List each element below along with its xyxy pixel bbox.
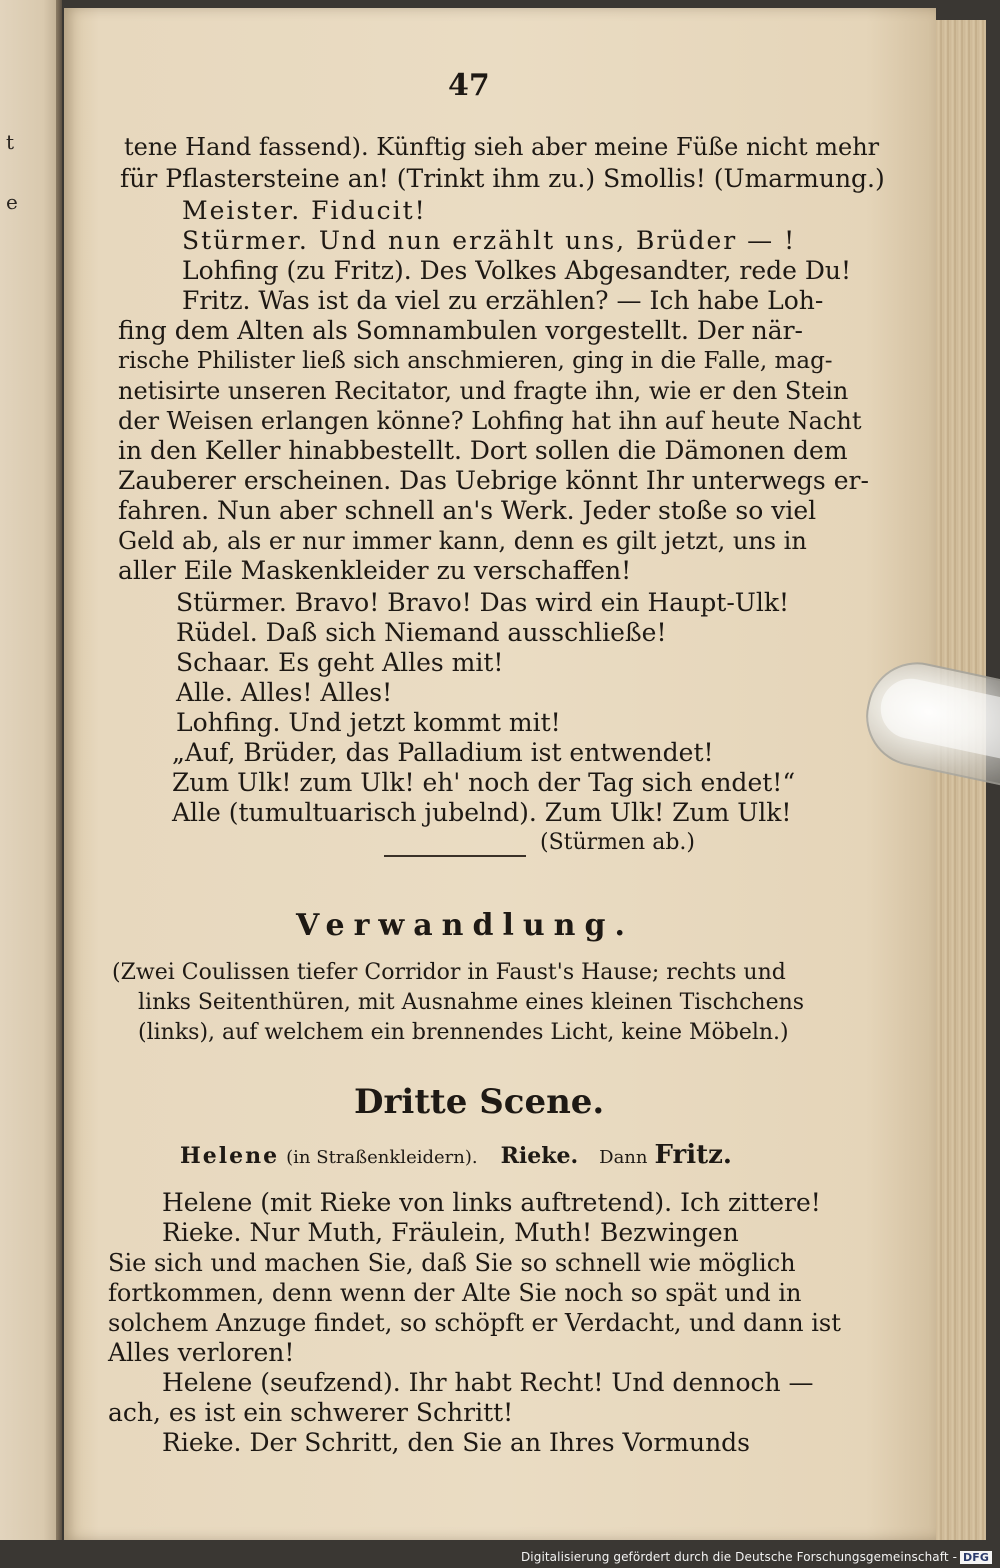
book-gutter xyxy=(56,0,62,1540)
stage-direction-line: (links), auf welchem ein brennendes Licht, keine Möbeln.) xyxy=(138,1020,789,1045)
text-line: (Stürmen ab.) xyxy=(540,830,695,855)
text-line: Helene (seufzend). Ihr habt Recht! Und dennoch — xyxy=(162,1368,814,1397)
text-line: für Pflastersteine an! (Trinkt ihm zu.) Smollis! (Umarmung.) xyxy=(120,164,885,193)
text-line: ach, es ist ein schwerer Schritt! xyxy=(108,1398,514,1427)
text-line: Sie sich und machen Sie, daß Sie so schnell wie möglich xyxy=(108,1249,796,1277)
text-line: tene Hand fassend). Künftig sieh aber meine Füße nicht mehr xyxy=(124,133,880,161)
transformation-heading: Verwandlung. xyxy=(296,908,634,943)
section-rule xyxy=(384,855,526,857)
dfg-logo: DFG xyxy=(960,1551,992,1564)
text-line: Schaar. Es geht Alles mit! xyxy=(176,648,504,677)
text-line: Geld ab, als er nur immer kann, denn es gilt jetzt, uns in xyxy=(118,527,807,555)
text-line: Stürmer. Bravo! Bravo! Das wird ein Haupt-Ulk! xyxy=(176,588,790,617)
text-line: Alles verloren! xyxy=(108,1338,295,1367)
cast-fritz: Fritz. xyxy=(654,1140,732,1170)
text-line: Lohfing. Und jetzt kommt mit! xyxy=(176,708,561,737)
text-line: in den Keller hinabbestellt. Dort sollen die Dämonen dem xyxy=(118,436,848,465)
stage-direction-line: (Zwei Coulissen tiefer Corridor in Faust's Hause; rechts und xyxy=(112,960,786,985)
left-page-glyph: t xyxy=(6,130,15,154)
text-line: Alle. Alles! Alles! xyxy=(176,678,393,707)
text-line: rische Philister ließ sich anschmieren, ging in die Falle, mag- xyxy=(118,348,833,374)
text-line: Alle (tumultuarisch jubelnd). Zum Ulk! Zum Ulk! xyxy=(172,798,792,827)
scene-heading: Dritte Scene. xyxy=(354,1082,605,1122)
text-line: Lohfing (zu Fritz). Des Volkes Abgesandter, rede Du! xyxy=(182,256,852,285)
text-line: fing dem Alten als Somnambulen vorgestellt. Der när- xyxy=(118,316,803,345)
text-line: Stürmer. Und nun erzählt uns, Brüder — ! xyxy=(182,226,797,255)
text-line: netisirte unseren Recitator, und fragte ihn, wie er den Stein xyxy=(118,377,849,405)
text-line: Fritz. Was ist da viel zu erzählen? — Ich habe Loh- xyxy=(182,286,824,315)
stage-direction-line: links Seitenthüren, mit Ausnahme eines kleinen Tischchens xyxy=(138,990,805,1015)
cast-dann: Dann xyxy=(599,1147,648,1168)
cast-rieke: Rieke. xyxy=(500,1143,579,1169)
cast-line xyxy=(180,1140,732,1170)
text-line: fortkommen, denn wenn der Alte Sie noch so spät und in xyxy=(108,1279,802,1307)
text-line: Zauberer erscheinen. Das Uebrige könnt Ihr unterwegs er- xyxy=(118,466,869,495)
text-line: Meister. Fiducit! xyxy=(182,196,427,225)
text-line: der Weisen erlangen könne? Lohfing hat ihn auf heute Nacht xyxy=(118,407,862,435)
left-page-edge xyxy=(0,0,62,1540)
funding-text: Digitalisierung gefördert durch die Deutsche Forschungsgemeinschaft - xyxy=(520,1550,958,1564)
cast-helene: Helene xyxy=(180,1143,280,1169)
text-line: Zum Ulk! zum Ulk! eh' noch der Tag sich endet!“ xyxy=(172,768,796,797)
cast-helene-note: (in Straßenkleidern). xyxy=(286,1147,478,1168)
text-line: Rüdel. Daß sich Niemand ausschließe! xyxy=(176,618,667,647)
text-line: aller Eile Maskenkleider zu verschaffen! xyxy=(118,556,632,585)
text-line: Rieke. Nur Muth, Fräulein, Muth! Bezwingen xyxy=(162,1218,739,1247)
text-line: Rieke. Der Schritt, den Sie an Ihres Vormunds xyxy=(162,1428,751,1457)
left-page-glyph: e xyxy=(6,190,18,214)
footer-band xyxy=(0,1540,1000,1568)
text-line: fahren. Nun aber schnell an's Werk. Jeder stoße so viel xyxy=(118,496,817,525)
text-line: „Auf, Brüder, das Palladium ist entwendet! xyxy=(172,738,714,767)
funding-notice xyxy=(521,1550,992,1564)
text-line: solchem Anzuge findet, so schöpft er Verdacht, und dann ist xyxy=(108,1309,841,1337)
text-line: Helene (mit Rieke von links auftretend). Ich zittere! xyxy=(162,1188,821,1217)
page-number: 47 xyxy=(448,68,490,103)
